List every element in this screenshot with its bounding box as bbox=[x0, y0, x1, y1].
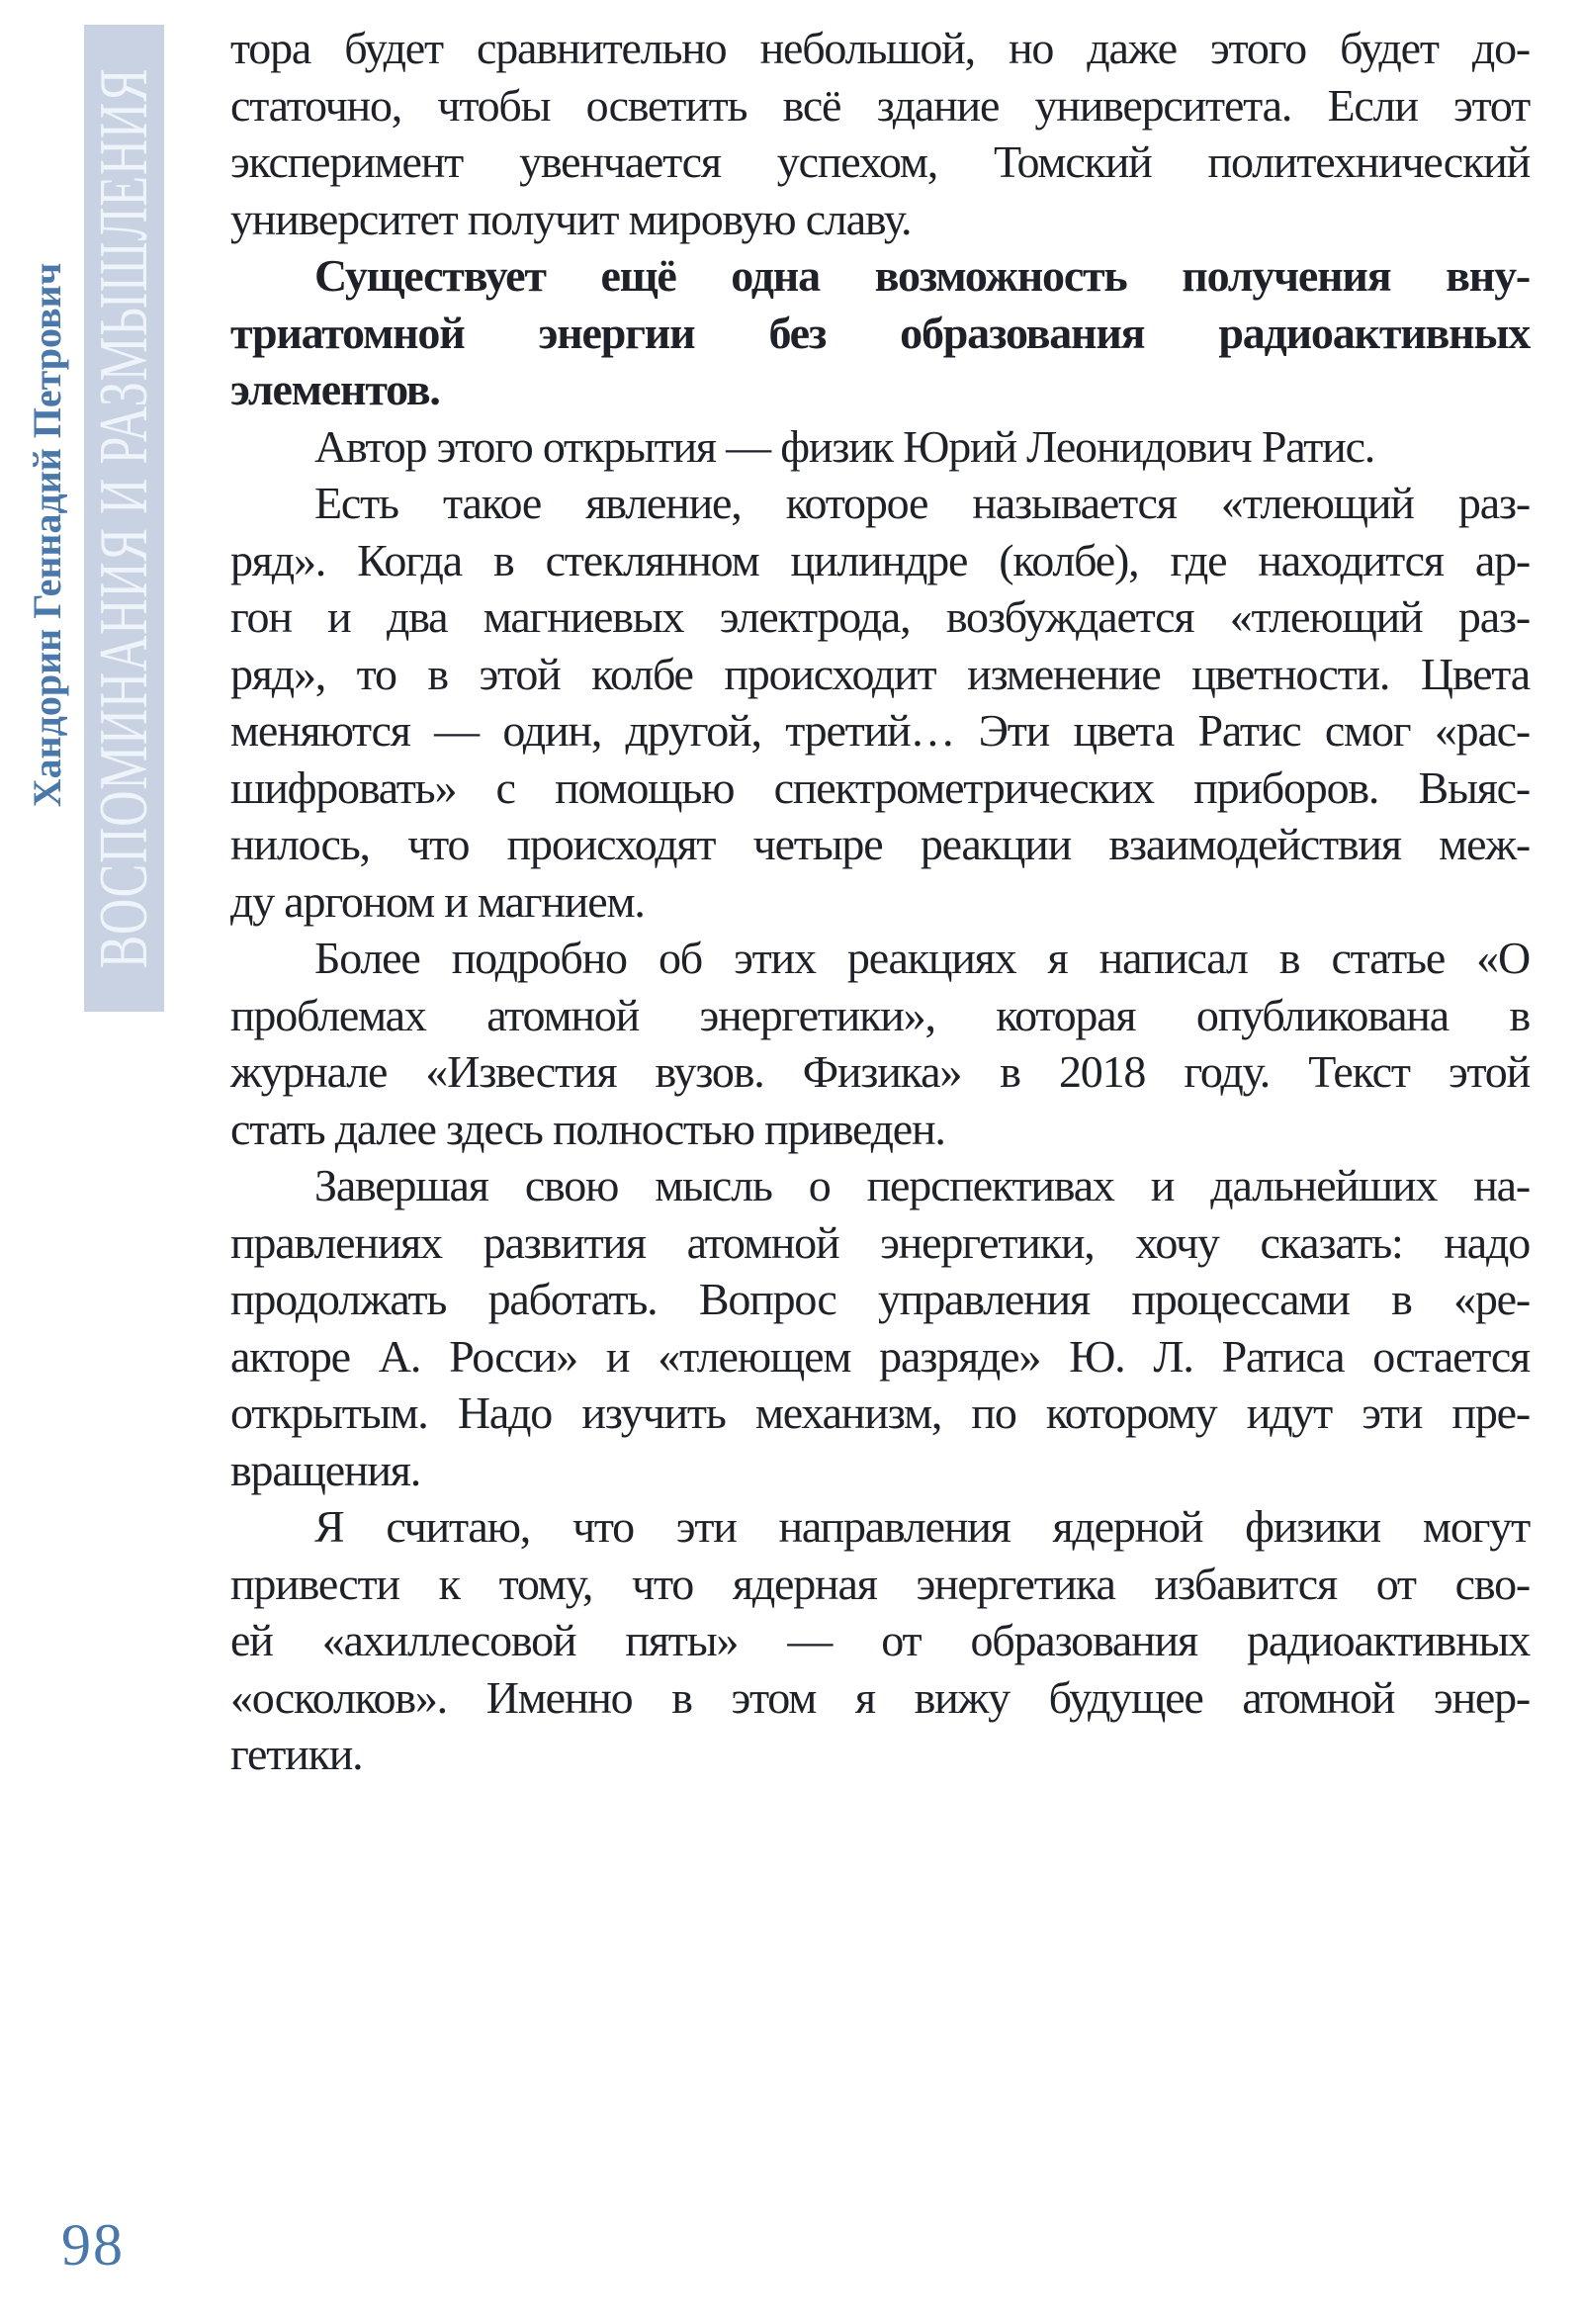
text-line: ей «ахиллесовой пяты» — от образования радиоактивных bbox=[230, 1615, 1530, 1665]
paragraph bbox=[230, 1157, 1530, 1498]
text-line: триатомной энергии без образования радиоактивных bbox=[230, 307, 1530, 358]
text-line: журнале «Известия вузов. Физика» в 2018 году. Текст этой bbox=[230, 1046, 1530, 1097]
text-line: стать далее здесь полностью приведен. bbox=[230, 1103, 945, 1154]
page-number: 98 bbox=[61, 2212, 125, 2278]
text-line: ду аргоном и магнием. bbox=[230, 875, 645, 927]
text-line: правлениях развития атомной энергетики, хочу сказать: надо bbox=[230, 1216, 1530, 1268]
text-line: «осколков». Именно в этом я вижу будущее атомной энер- bbox=[230, 1671, 1530, 1723]
paragraph bbox=[230, 475, 1530, 930]
text-line: элементов. bbox=[230, 364, 440, 414]
text-line: шифровать» с помощью спектрометрических приборов. Выяс- bbox=[230, 761, 1530, 813]
paragraph bbox=[230, 1498, 1530, 1783]
text-line: Более подробно об этих реакциях я написал в статье «О bbox=[314, 933, 1530, 983]
text-line: эксперимент увенчается успехом, Томский политехнический bbox=[230, 136, 1530, 187]
text-line: университет получит мировую славу. bbox=[230, 193, 912, 244]
text-line: проблемах атомной энергетики», которая опубликована в bbox=[230, 989, 1530, 1040]
text-line: открытым. Надо изучить механизм, по которому идут эти пре- bbox=[230, 1387, 1530, 1438]
text-line: акторе А. Росси» и «тлеющем разряде» Ю. Л. Ратиса остается bbox=[230, 1330, 1530, 1382]
text-line: гетики. bbox=[230, 1729, 363, 1779]
text-block bbox=[230, 20, 1530, 1783]
text-line: Я считаю, что эти направления ядерной физики могут bbox=[314, 1501, 1530, 1552]
text-line: Автор этого открытия — физик Юрий Леонидович Ратис. bbox=[314, 420, 1375, 472]
text-line: ряд», то в этой колбе происходит изменение цветности. Цвета bbox=[230, 648, 1530, 699]
series-title-vertical: ВОСПОМИНАНИЯ И РАЗМЫШЛЕНИЯ bbox=[86, 67, 162, 969]
text-line: Есть такое явление, которое называется «тлеющий раз- bbox=[314, 478, 1530, 528]
paragraph bbox=[230, 930, 1530, 1157]
text-line: Существует ещё одна возможность получения вну- bbox=[314, 250, 1530, 301]
paragraph bbox=[230, 20, 1530, 247]
text-line: статочно, чтобы осветить всё здание университета. Если этот bbox=[230, 79, 1530, 131]
text-line: ряд». Когда в стеклянном цилиндре (колбе), где находится ар- bbox=[230, 534, 1530, 585]
text-line: нилось, что происходят четыре реакции взаимодействия меж- bbox=[230, 819, 1530, 869]
text-line: меняются — один, другой, третий… Эти цвета Ратис смог «рас- bbox=[230, 705, 1530, 756]
text-line: продолжать работать. Вопрос управления процессами в «ре- bbox=[230, 1274, 1530, 1324]
paragraph bbox=[230, 418, 1530, 476]
text-line: вращения. bbox=[230, 1444, 421, 1495]
text-line: гон и два магниевых электрода, возбуждается «тлеющий раз- bbox=[230, 591, 1530, 642]
text-line: тора будет сравнительно небольшой, но даже этого будет до- bbox=[230, 23, 1530, 73]
text-line: Завершая свою мысль о перспективах и дальнейших на- bbox=[314, 1160, 1530, 1210]
author-name-vertical: Хандорин Геннадий Петрович bbox=[25, 262, 69, 808]
paragraph bbox=[230, 247, 1530, 418]
text-line: привести к тому, что ядерная энергетика избавится от сво- bbox=[230, 1558, 1530, 1609]
